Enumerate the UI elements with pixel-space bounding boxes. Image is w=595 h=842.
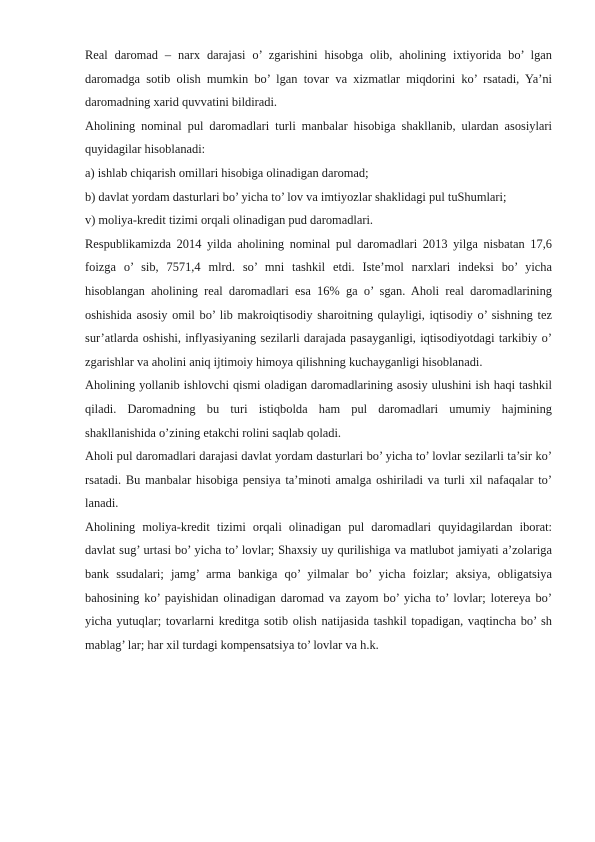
list-item-v: v) moliya-kredit tizimi orqali olinadigan pud daromadlari. [85, 213, 374, 228]
paragraph-state-support: Aholi pul daromadlari darajasi davlat yordam dasturlari bo’ yicha to’ lovlar sezilarli ta’sir ko’ rsatadi. Bu manbalar hisobiga pensiya ta’minoti amalga oshiriladi va turli xil nafaqalar to’ lanadi. [85, 449, 552, 511]
paragraph-republic-2014: Respublikamizda 2014 yilda aholining nominal pul daromadlari 2013 yilga nisbatan 17,6 foizga o’ sib, 7571,4 mlrd. so’ mni tashkil etdi. Iste’mol narxlari indeksi bo’ yicha hisoblangan aholining real daromadlari esa 16% ga o’ sgan. Aholi real daromadlarining oshishida asosiy omil bo’ lib makroiqtisodiy sharoitning qulayligi, iqtisodiy o’ sishning tez sur’atlarda oshishi, inflyasiyaning sezilarli darajada pasayganligi, iqtisodiyotdagi tarkibiy o’ zgarishlar va aholini aniq ijtimoiy himoya qilishning kuchayganligi hisoblanadi. [85, 236, 552, 369]
document-body [85, 44, 552, 657]
list-item-a: a) ishlab chiqarish omillari hisobiga olinadigan daromad; [85, 165, 369, 180]
paragraph-wages: Aholining yollanib ishlovchi qismi oladigan daromadlarining asosiy ulushini ish haqi tashkil qiladi. Daromadning bu turi istiqbolda ham pul daromadlari umumiy hajmining shakllanishida o’zining etakchi rolini saqlab qoladi. [85, 378, 552, 440]
paragraph-finance-credit: Aholining moliya-kredit tizimi orqali olinadigan pul daromadlari quyidagilardan iborat: davlat sug’ urtasi bo’ yicha to’ lovlar; Shaxsiy uy qurilishiga va matlubot jamiyati a’zolariga bank ssudalari; jamg’ arma bankiga qo’ yilmalar bo’ yicha foizlar; aksiya, obligatsiya bahosining ko’ payishidan olinadigan daromad va zayom bo’ yicha to’ lovlar; lotereya bo’ yicha yutuqlar; tovarlarni kreditga sotib olish natijasida tashkil topadigan, vaqtincha bo’ sh mablag’ lar; har xil turdagi kompensatsiya to’ lovlar va h.k. [85, 519, 552, 652]
list-item-b: b) davlat yordam dasturlari bo’ yicha to’ lov va imtiyozlar shaklidagi pul tuShumlari; [85, 189, 507, 204]
paragraph-real-income: Real daromad – narx darajasi o’ zgarishini hisobga olib, aholining ixtiyorida bo’ lgan daromadga sotib olish mumkin bo’ lgan tovar va xizmatlar miqdorini ko’ rsatadi, Ya’ni daromadning xarid quvvatini bildiradi. [85, 48, 552, 110]
paragraph-nominal-income-sources: Aholining nominal pul daromadlari turli manbalar hisobiga shakllanib, ulardan asosiylari quyidagilar hisoblanadi: [85, 118, 552, 157]
